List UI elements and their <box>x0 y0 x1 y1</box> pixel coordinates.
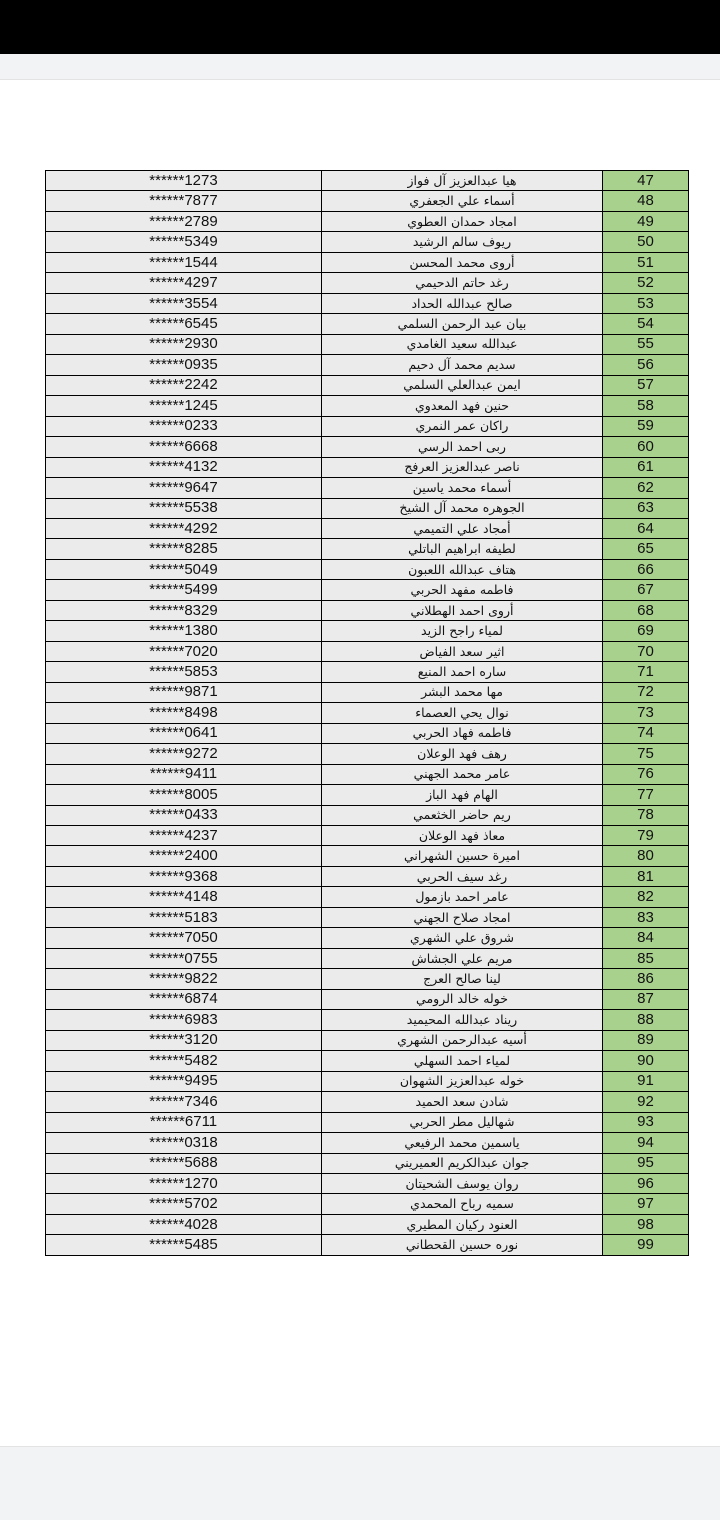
table-row <box>46 478 689 498</box>
row-number-cell: 61 <box>603 457 689 477</box>
row-number-cell: 54 <box>603 314 689 334</box>
table-row <box>46 600 689 620</box>
row-number-cell: 95 <box>603 1153 689 1173</box>
row-number-cell: 59 <box>603 416 689 436</box>
results-table <box>45 170 689 1256</box>
name-cell: ايمن عبدالعلي السلمي <box>322 375 603 395</box>
masked-id-cell: ******4297 <box>46 273 322 293</box>
row-number-cell: 91 <box>603 1071 689 1091</box>
row-number-cell: 69 <box>603 621 689 641</box>
masked-id-cell: ******5688 <box>46 1153 322 1173</box>
table-row <box>46 989 689 1009</box>
row-number-cell: 94 <box>603 1133 689 1153</box>
name-cell: شادن سعد الحميد <box>322 1092 603 1112</box>
masked-id-cell: ******6983 <box>46 1010 322 1030</box>
name-cell: صالح عبدالله الحداد <box>322 293 603 313</box>
table-row <box>46 1133 689 1153</box>
name-cell: أسيه عبدالرحمن الشهري <box>322 1030 603 1050</box>
name-cell: روان يوسف الشحيتان <box>322 1173 603 1193</box>
row-number-cell: 83 <box>603 907 689 927</box>
table-row <box>46 580 689 600</box>
table-row <box>46 1051 689 1071</box>
masked-id-cell: ******5049 <box>46 559 322 579</box>
table-row <box>46 1010 689 1030</box>
name-cell: لمياء راجح الزيد <box>322 621 603 641</box>
row-number-cell: 57 <box>603 375 689 395</box>
table-row <box>46 764 689 784</box>
masked-id-cell: ******9272 <box>46 744 322 764</box>
table-row <box>46 171 689 191</box>
row-number-cell: 84 <box>603 928 689 948</box>
name-cell: فاطمه مفهد الحربي <box>322 580 603 600</box>
row-number-cell: 49 <box>603 211 689 231</box>
name-cell: ربى احمد الرسي <box>322 437 603 457</box>
row-number-cell: 78 <box>603 805 689 825</box>
name-cell: أسماء علي الجعفري <box>322 191 603 211</box>
row-number-cell: 53 <box>603 293 689 313</box>
name-cell: معاذ فهد الوعلان <box>322 826 603 846</box>
name-cell: أروى احمد الهطلاني <box>322 600 603 620</box>
masked-id-cell: ******2400 <box>46 846 322 866</box>
masked-id-cell: ******2789 <box>46 211 322 231</box>
row-number-cell: 67 <box>603 580 689 600</box>
name-cell: عبدالله سعيد الغامدي <box>322 334 603 354</box>
viewer-top-band <box>0 54 720 80</box>
masked-id-cell: ******0233 <box>46 416 322 436</box>
table-row <box>46 355 689 375</box>
table-row <box>46 866 689 886</box>
name-cell: اثير سعد الفياض <box>322 641 603 661</box>
table-row <box>46 559 689 579</box>
row-number-cell: 63 <box>603 498 689 518</box>
masked-id-cell: ******8285 <box>46 539 322 559</box>
row-number-cell: 66 <box>603 559 689 579</box>
row-number-cell: 92 <box>603 1092 689 1112</box>
table-row <box>46 744 689 764</box>
name-cell: ريناد عبدالله المحيميد <box>322 1010 603 1030</box>
row-number-cell: 75 <box>603 744 689 764</box>
table-row <box>46 662 689 682</box>
row-number-cell: 98 <box>603 1214 689 1234</box>
masked-id-cell: ******1273 <box>46 171 322 191</box>
masked-id-cell: ******5702 <box>46 1194 322 1214</box>
table-row <box>46 641 689 661</box>
table-row <box>46 785 689 805</box>
row-number-cell: 47 <box>603 171 689 191</box>
name-cell: مريم علي الجشاش <box>322 948 603 968</box>
masked-id-cell: ******7050 <box>46 928 322 948</box>
masked-id-cell: ******5485 <box>46 1235 322 1255</box>
masked-id-cell: ******0935 <box>46 355 322 375</box>
masked-id-cell: ******6668 <box>46 437 322 457</box>
masked-id-cell: ******0755 <box>46 948 322 968</box>
row-number-cell: 99 <box>603 1235 689 1255</box>
name-cell: ريم حاضر الخثعمي <box>322 805 603 825</box>
name-cell: خوله خالد الرومي <box>322 989 603 1009</box>
name-cell: لطيفه ابراهيم الباتلي <box>322 539 603 559</box>
status-bar <box>0 0 720 54</box>
row-number-cell: 71 <box>603 662 689 682</box>
name-cell: بيان عبد الرحمن السلمي <box>322 314 603 334</box>
masked-id-cell: ******5183 <box>46 907 322 927</box>
row-number-cell: 74 <box>603 723 689 743</box>
table-row <box>46 928 689 948</box>
masked-id-cell: ******5853 <box>46 662 322 682</box>
table-row <box>46 416 689 436</box>
name-cell: الهام فهد الباز <box>322 785 603 805</box>
masked-id-cell: ******8329 <box>46 600 322 620</box>
table-row <box>46 314 689 334</box>
masked-id-cell: ******9368 <box>46 866 322 886</box>
row-number-cell: 81 <box>603 866 689 886</box>
masked-id-cell: ******5349 <box>46 232 322 252</box>
table-row <box>46 1030 689 1050</box>
row-number-cell: 96 <box>603 1173 689 1193</box>
name-cell: رهف فهد الوعلان <box>322 744 603 764</box>
row-number-cell: 62 <box>603 478 689 498</box>
table-row <box>46 539 689 559</box>
masked-id-cell: ******1380 <box>46 621 322 641</box>
table-row <box>46 826 689 846</box>
row-number-cell: 64 <box>603 518 689 538</box>
name-cell: عامر محمد الجهني <box>322 764 603 784</box>
name-cell: أروى محمد المحسن <box>322 252 603 272</box>
name-cell: الجوهره محمد آل الشيخ <box>322 498 603 518</box>
masked-id-cell: ******8005 <box>46 785 322 805</box>
name-cell: ناصر عبدالعزيز العرفج <box>322 457 603 477</box>
row-number-cell: 88 <box>603 1010 689 1030</box>
name-cell: سميه رباح المحمدي <box>322 1194 603 1214</box>
row-number-cell: 79 <box>603 826 689 846</box>
table-row <box>46 498 689 518</box>
name-cell: خوله عبدالعزيز الشهوان <box>322 1071 603 1091</box>
row-number-cell: 93 <box>603 1112 689 1132</box>
row-number-cell: 73 <box>603 703 689 723</box>
table-row <box>46 682 689 702</box>
masked-id-cell: ******3120 <box>46 1030 322 1050</box>
row-number-cell: 70 <box>603 641 689 661</box>
name-cell: جوان عبدالكريم العميريني <box>322 1153 603 1173</box>
row-number-cell: 50 <box>603 232 689 252</box>
name-cell: لمياء احمد السهلي <box>322 1051 603 1071</box>
row-number-cell: 82 <box>603 887 689 907</box>
table-row <box>46 621 689 641</box>
masked-id-cell: ******0641 <box>46 723 322 743</box>
masked-id-cell: ******6545 <box>46 314 322 334</box>
table-row <box>46 396 689 416</box>
table-row <box>46 846 689 866</box>
name-cell: رغد سيف الحربي <box>322 866 603 886</box>
masked-id-cell: ******4148 <box>46 887 322 907</box>
masked-id-cell: ******1544 <box>46 252 322 272</box>
name-cell: هيا عبدالعزيز آل فواز <box>322 171 603 191</box>
table-row <box>46 1235 689 1255</box>
table-row <box>46 887 689 907</box>
masked-id-cell: ******9822 <box>46 969 322 989</box>
row-number-cell: 52 <box>603 273 689 293</box>
table-row <box>46 907 689 927</box>
row-number-cell: 58 <box>603 396 689 416</box>
row-number-cell: 60 <box>603 437 689 457</box>
name-cell: مها محمد البشر <box>322 682 603 702</box>
row-number-cell: 65 <box>603 539 689 559</box>
row-number-cell: 80 <box>603 846 689 866</box>
row-number-cell: 90 <box>603 1051 689 1071</box>
name-cell: اميرة حسين الشهراني <box>322 846 603 866</box>
row-number-cell: 97 <box>603 1194 689 1214</box>
table-row <box>46 273 689 293</box>
masked-id-cell: ******5482 <box>46 1051 322 1071</box>
row-number-cell: 76 <box>603 764 689 784</box>
masked-id-cell: ******9871 <box>46 682 322 702</box>
masked-id-cell: ******8498 <box>46 703 322 723</box>
row-number-cell: 55 <box>603 334 689 354</box>
table-row <box>46 375 689 395</box>
masked-id-cell: ******5538 <box>46 498 322 518</box>
row-number-cell: 51 <box>603 252 689 272</box>
table-row <box>46 723 689 743</box>
masked-id-cell: ******9647 <box>46 478 322 498</box>
table-row <box>46 1214 689 1234</box>
table-row <box>46 457 689 477</box>
masked-id-cell: ******7020 <box>46 641 322 661</box>
table-row <box>46 1173 689 1193</box>
table-row <box>46 211 689 231</box>
name-cell: عامر احمد بازمول <box>322 887 603 907</box>
name-cell: فاطمه فهاد الحربي <box>322 723 603 743</box>
row-number-cell: 56 <box>603 355 689 375</box>
row-number-cell: 68 <box>603 600 689 620</box>
viewer-bottom-band <box>0 1446 720 1520</box>
name-cell: أمجاد علي التميمي <box>322 518 603 538</box>
masked-id-cell: ******7346 <box>46 1092 322 1112</box>
name-cell: هتاف عبدالله اللعبون <box>322 559 603 579</box>
name-cell: شروق علي الشهري <box>322 928 603 948</box>
masked-id-cell: ******4237 <box>46 826 322 846</box>
name-cell: العنود ركيان المطيري <box>322 1214 603 1234</box>
table-body <box>46 171 689 1256</box>
masked-id-cell: ******4292 <box>46 518 322 538</box>
name-cell: لينا صالح العرج <box>322 969 603 989</box>
table-row <box>46 948 689 968</box>
table-row <box>46 969 689 989</box>
masked-id-cell: ******1270 <box>46 1173 322 1193</box>
row-number-cell: 72 <box>603 682 689 702</box>
name-cell: رغد حاتم الدحيمي <box>322 273 603 293</box>
table-row <box>46 1194 689 1214</box>
table-row <box>46 437 689 457</box>
table-row <box>46 1071 689 1091</box>
masked-id-cell: ******1245 <box>46 396 322 416</box>
name-cell: ياسمين محمد الرفيعي <box>322 1133 603 1153</box>
masked-id-cell: ******5499 <box>46 580 322 600</box>
name-cell: امجاد حمدان العطوي <box>322 211 603 231</box>
table-row <box>46 191 689 211</box>
masked-id-cell: ******0433 <box>46 805 322 825</box>
row-number-cell: 89 <box>603 1030 689 1050</box>
table-row <box>46 334 689 354</box>
masked-id-cell: ******6711 <box>46 1112 322 1132</box>
name-cell: ساره احمد المنيع <box>322 662 603 682</box>
name-cell: نوال يحي العصماء <box>322 703 603 723</box>
table-row <box>46 1112 689 1132</box>
masked-id-cell: ******2242 <box>46 375 322 395</box>
masked-id-cell: ******9411 <box>46 764 322 784</box>
table-row <box>46 1153 689 1173</box>
name-cell: راكان عمر النمري <box>322 416 603 436</box>
row-number-cell: 87 <box>603 989 689 1009</box>
name-cell: سديم محمد آل دحيم <box>322 355 603 375</box>
masked-id-cell: ******4132 <box>46 457 322 477</box>
masked-id-cell: ******6874 <box>46 989 322 1009</box>
name-cell: أسماء محمد ياسين <box>322 478 603 498</box>
row-number-cell: 48 <box>603 191 689 211</box>
row-number-cell: 77 <box>603 785 689 805</box>
masked-id-cell: ******3554 <box>46 293 322 313</box>
name-cell: امجاد صلاح الجهني <box>322 907 603 927</box>
table-row <box>46 518 689 538</box>
table-row <box>46 232 689 252</box>
name-cell: حنين فهد المعدوي <box>322 396 603 416</box>
table-row <box>46 805 689 825</box>
masked-id-cell: ******4028 <box>46 1214 322 1234</box>
masked-id-cell: ******0318 <box>46 1133 322 1153</box>
table-row <box>46 703 689 723</box>
table-row <box>46 1092 689 1112</box>
table-row <box>46 293 689 313</box>
table-row <box>46 252 689 272</box>
masked-id-cell: ******7877 <box>46 191 322 211</box>
masked-id-cell: ******2930 <box>46 334 322 354</box>
name-cell: نوره حسين القحطاني <box>322 1235 603 1255</box>
name-cell: شهاليل مطر الحربي <box>322 1112 603 1132</box>
row-number-cell: 85 <box>603 948 689 968</box>
name-cell: ريوف سالم الرشيد <box>322 232 603 252</box>
masked-id-cell: ******9495 <box>46 1071 322 1091</box>
row-number-cell: 86 <box>603 969 689 989</box>
